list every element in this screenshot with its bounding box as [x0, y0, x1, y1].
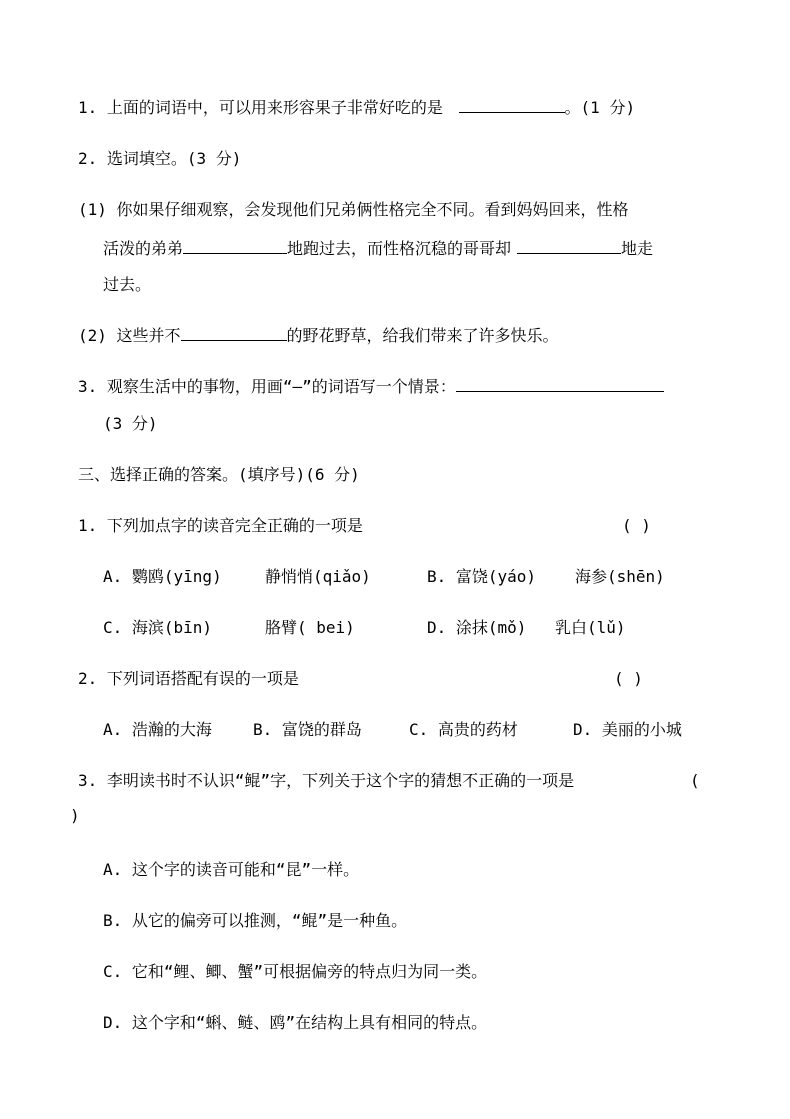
question-3-line-2: (3 分)	[103, 414, 158, 433]
option-b-second: 海参(shēn)	[575, 567, 665, 586]
answer-paren-open[interactable]: (	[690, 771, 700, 790]
question-2-part-1-line-3: 过去。	[103, 275, 152, 294]
question-1	[78, 98, 635, 118]
question-2-part-2	[78, 326, 559, 346]
option-a[interactable]: A. 这个字的读音可能和“昆”一样。	[103, 860, 360, 879]
option-b[interactable]: B. 富饶(yáo)	[427, 567, 537, 586]
section-3-question-2-stem: 2. 下列词语搭配有误的一项是	[78, 669, 299, 688]
option-d[interactable]: D. 这个字和“蝌、鲢、鸥”在结构上具有相同的特点。	[103, 1013, 488, 1032]
answer-paren-close[interactable]: )	[70, 806, 80, 825]
option-d-second: 乳白(lǔ)	[555, 618, 626, 637]
answer-parentheses[interactable]: ( )	[622, 516, 651, 535]
section-3-question-3-stem: 3. 李明读书时不认识“鲲”字，下列关于这个字的猜想不正确的一项是	[78, 771, 575, 790]
section-3-question-1-stem: 1. 下列加点字的读音完全正确的一项是	[78, 516, 363, 535]
answer-blank[interactable]	[517, 239, 621, 254]
question-2-part-1-line-1: (1) 你如果仔细观察，会发现他们兄弟俩性格完全不同。看到妈妈回来，性格	[78, 200, 629, 219]
option-c[interactable]: C. 高贵的药材	[409, 720, 518, 739]
option-b[interactable]: B. 富饶的群岛	[253, 720, 362, 739]
answer-blank[interactable]	[181, 326, 287, 341]
option-d[interactable]: D. 涂抹(mǒ)	[427, 618, 527, 637]
question-2-part-2-text-a: (2) 这些并不	[78, 326, 181, 345]
section-3-title: 三、选择正确的答案。(填序号)(6 分)	[78, 465, 360, 484]
question-2-text-b: 地跑过去，而性格沉稳的哥哥却	[287, 239, 512, 258]
question-3-colon: ：	[439, 377, 456, 396]
answer-parentheses[interactable]: ( )	[614, 669, 643, 688]
option-a[interactable]: A. 鹦鸥(yīng)	[103, 567, 222, 586]
option-a[interactable]: A. 浩瀚的大海	[103, 720, 212, 739]
question-1-tail: 。(1 分)	[564, 98, 636, 117]
option-b[interactable]: B. 从它的偏旁可以推测，“鲲”是一种鱼。	[103, 911, 408, 930]
question-2-part-1-line-2	[103, 239, 653, 259]
question-2-part-2-text-b: 的野花野草，给我们带来了许多快乐。	[286, 326, 559, 345]
option-c[interactable]: C. 海滨(bīn)	[103, 618, 213, 637]
question-2-title: 2. 选词填空。(3 分)	[78, 149, 242, 168]
option-c[interactable]: C. 它和“鲤、鲫、蟹”可根据偏旁的特点归为同一类。	[103, 962, 488, 981]
answer-blank[interactable]	[456, 377, 664, 392]
question-3-text: 3. 观察生活中的事物，用画“—”的词语写一个情景	[78, 377, 440, 396]
option-d[interactable]: D. 美丽的小城	[573, 720, 682, 739]
answer-blank[interactable]	[183, 239, 287, 254]
answer-blank[interactable]	[459, 98, 565, 113]
option-a-second: 静悄悄(qiǎo)	[265, 567, 371, 586]
question-3-line-1	[78, 377, 664, 397]
option-c-second: 胳臂( bei)	[265, 618, 355, 637]
question-2-text-c: 地走	[621, 239, 654, 258]
question-1-text: 1. 上面的词语中，可以用来形容果子非常好吃的是	[78, 98, 443, 117]
question-2-text-a: 活泼的弟弟	[103, 239, 184, 258]
